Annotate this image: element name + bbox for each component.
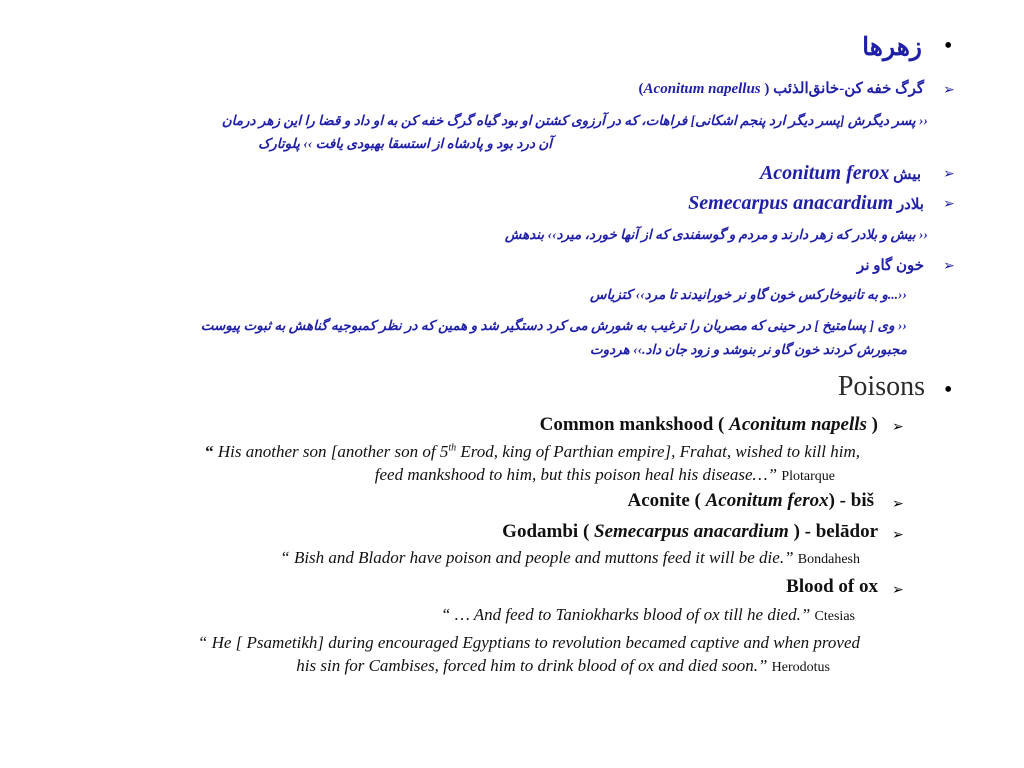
english-quote-mankshood-line2: feed mankshood to him, but this poison heal his disease…” Plotarque [374,465,835,484]
source-ctesias: Ctesias [814,609,855,624]
english-quote-godambi: “ Bish and Blador have poison and people and muttons feed it will be die.” Bondahesh [280,548,860,567]
english-quote-bloodox2-line1: “ He [ Psametikh] during encouraged Egyptians to revolution becamed captive and when proved [197,633,860,652]
persian-quote-gorg-line1: ‹‹ پسر دیگرش [پسر دیگر ارد پنجم اشکانی] فراهات، که در آرزوی کشتن او بود گیاه گرگ خفه کن به او داد و قضا را این زهر درمان [221,113,928,128]
arrow-bullet-icon: ➢ [892,497,904,512]
persian-heading: زهرها [862,34,922,61]
persian-quote-khun2-line1: ‹‹ وی [ پسامتیخ ] در حینی که مصریان را ترغیب به شورش می کرد دستگیر شد و همین که در نظر کمبوجیه گناهش به ثبوت پیوست [200,318,907,333]
source-plotarque: Plotarque [781,469,835,484]
english-heading: Poisons [837,371,925,402]
persian-item-gorg: گرگ خفه کن-خانق‌الذئب ( Aconitum napellus) [638,81,924,97]
persian-quote-khun2-line2: مجبورش کردند خون گاو نر بنوشد و زود جان داد.›› هردوت [589,342,907,357]
arrow-bullet-icon: ➢ [943,197,955,212]
bullet-icon: • [944,377,953,403]
persian-item-bish: بیش Aconitum ferox [759,162,921,184]
english-quote-mankshood-line1: “ His another son [another son of 5th Erod, king of Parthian empire], Frahat, wished to kill him, [205,442,860,461]
persian-item-khun: خون گاو نر [857,258,924,274]
english-quote-bloodox1: “ … And feed to Taniokharks blood of ox till he died.” Ctesias [441,605,855,624]
english-item-mankshood: Common mankshood ( Aconitum napells ) [539,414,878,435]
english-item-godambi: Godambi ( Semecarpus anacardium ) - belādor [502,521,878,542]
arrow-bullet-icon: ➢ [892,420,904,435]
persian-quote-baladur: ‹‹ بیش و بلادر که زهر دارند و مردم و گوسفندی که از آنها خورد، میرد›› بندهش [504,227,928,242]
english-item-aconite: Aconite ( Aconitum ferox) - biš [627,490,874,511]
arrow-bullet-icon: ➢ [943,259,955,274]
arrow-bullet-icon: ➢ [892,528,904,543]
arrow-bullet-icon: ➢ [892,583,904,598]
source-herodotus: Herodotus [771,660,830,675]
english-item-bloodox: Blood of ox [786,576,878,597]
bullet-icon: • [944,33,953,59]
source-bondahesh: Bondahesh [797,552,860,567]
arrow-bullet-icon: ➢ [943,83,955,98]
persian-item-baladur: بلادر Semecarpus anacardium [688,192,924,214]
persian-quote-khun1: ‹‹...و به تانیوخارکس خون گاو نر خورانیدند تا مرد›› کتزیاس [590,287,907,302]
persian-quote-gorg-line2: آن درد بود و پادشاه از استسقا بهبودی یافت ›› پلوتارک [258,136,552,151]
arrow-bullet-icon: ➢ [943,167,955,182]
english-quote-bloodox2-line2: his sin for Cambises, forced him to drink blood of ox and died soon.” Herodotus [296,656,830,675]
